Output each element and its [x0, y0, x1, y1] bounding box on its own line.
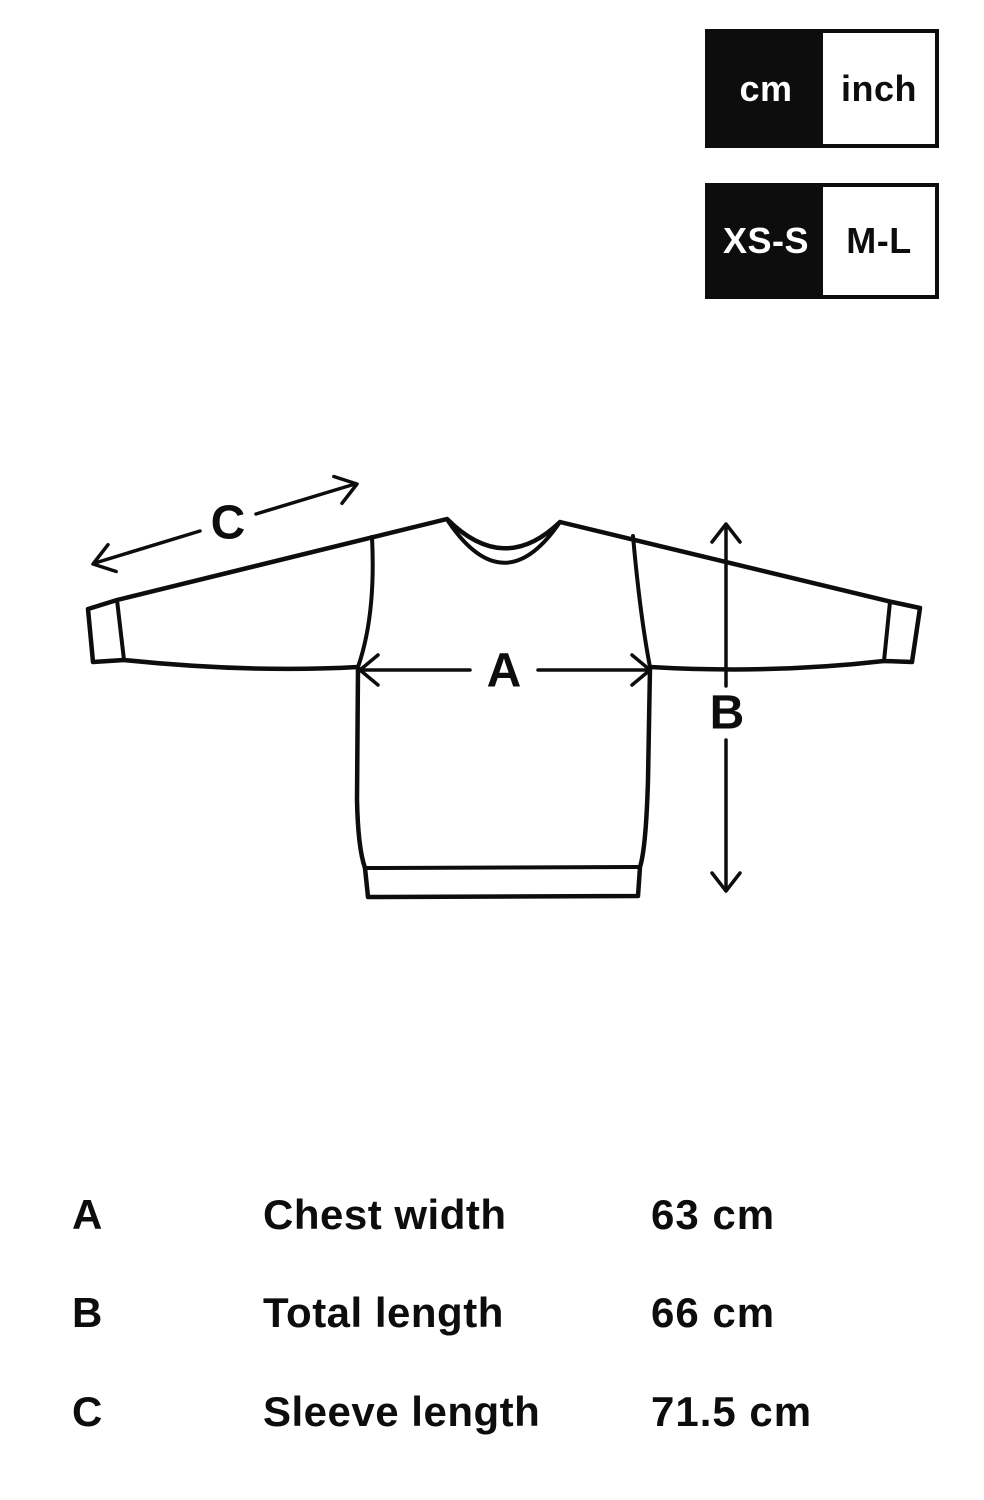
- row-value: 71.5 cm: [651, 1388, 813, 1435]
- unit-option-cm[interactable]: cm: [709, 33, 823, 144]
- label-sleeve-length: C: [210, 496, 246, 550]
- row-value: 66 cm: [651, 1289, 776, 1336]
- row-name: Total length: [263, 1289, 504, 1336]
- row-letter: B: [72, 1289, 103, 1336]
- label-chest-width: A: [486, 644, 522, 698]
- row-letter: C: [72, 1388, 103, 1435]
- size-toggle: [705, 183, 939, 299]
- row-value: 63 cm: [651, 1191, 776, 1238]
- row-name: Chest width: [263, 1191, 507, 1238]
- row-name: Sleeve length: [263, 1388, 541, 1435]
- table-row: [0, 1192, 984, 1240]
- label-total-length: B: [709, 686, 745, 740]
- size-option-xs-s[interactable]: XS-S: [709, 187, 823, 295]
- size-option-m-l[interactable]: M-L: [846, 220, 912, 261]
- sweater-diagram: [0, 440, 984, 940]
- sweater-outline: [88, 519, 920, 897]
- unit-toggle: [705, 29, 939, 148]
- unit-option-inch[interactable]: inch: [840, 67, 917, 109]
- table-row: [0, 1389, 984, 1437]
- table-row: [0, 1290, 984, 1338]
- hem-seam: [365, 867, 640, 868]
- row-letter: A: [72, 1191, 103, 1238]
